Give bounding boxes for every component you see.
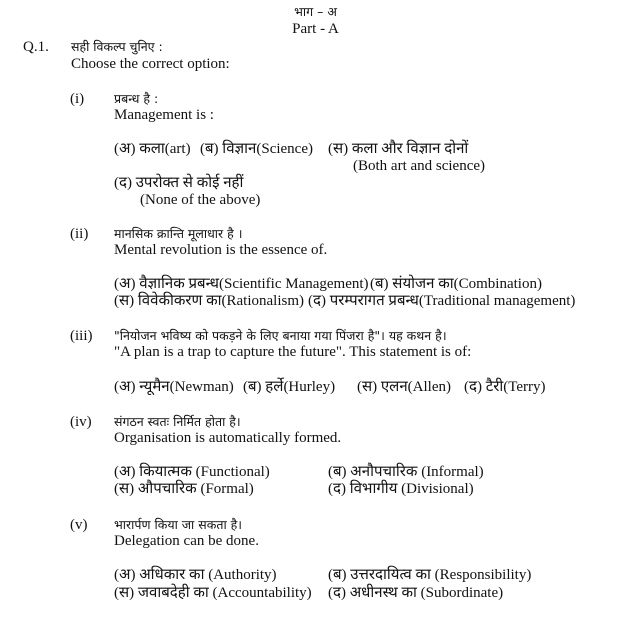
item-numeral: (i) [70,91,85,107]
option-text: (ब) विज्ञान(Science) [200,141,313,157]
option-text: (स) कला और विज्ञान दोनों [328,141,469,157]
option-a[interactable] [114,140,191,158]
option-c[interactable] [114,292,304,310]
option-text: (स) जवाबदेही का (Accountability) [114,585,312,601]
option-text: (ब) अनौपचारिक (Informal) [328,464,484,480]
item-text-english: Delegation can be done. [114,533,259,549]
option-a[interactable] [114,378,234,396]
option-text: (द) टैरी(Terry) [464,379,546,395]
item-text-english: Organisation is automatically formed. [114,430,342,446]
option-c-subtext: (Both art and science) [353,158,486,174]
option-b[interactable] [200,140,313,158]
option-text: (अ) वैज्ञानिक प्रबन्ध(Scientific Management) [114,276,369,292]
option-b[interactable] [328,463,484,481]
option-d[interactable] [308,292,575,310]
option-a[interactable] [114,566,277,584]
option-b[interactable] [370,275,542,293]
option-c[interactable] [114,584,312,602]
option-text: (स) औपचारिक (Formal) [114,481,254,497]
option-d[interactable] [464,378,546,396]
option-a[interactable] [114,275,369,293]
option-d-subtext: (None of the above) [140,192,261,208]
option-text: (द) अधीनस्थ का (Subordinate) [328,585,504,601]
question-number: Q.1. [23,39,49,55]
option-text: (स) विवेकीकरण का(Rationalism) [114,293,304,309]
option-a[interactable] [114,463,270,481]
item-text-hindi: "नियोजन भविष्य को पकड़ने के लिए बनाया गया पिंजरा है"। यह कथन है। [114,328,447,343]
option-d[interactable] [114,174,243,192]
option-text: (ब) संयोजन का(Combination) [370,276,542,292]
option-text: (अ) न्यूमैन(Newman) [114,379,234,395]
item-text-hindi: प्रबन्ध है : [114,91,159,106]
item-numeral: (ii) [70,226,89,242]
item-text-english: Mental revolution is the essence of. [114,242,328,258]
option-text: (ब) हर्ले(Hurley) [243,379,336,395]
option-text: (ब) उत्तरदायित्व का (Responsibility) [328,567,532,583]
question-instruction-hindi: सही विकल्प चुनिए : [71,39,163,54]
item-text-hindi: मानसिक क्रान्ति मूलाधार है । [114,226,243,241]
part-title-hindi: भाग – अ [294,4,337,19]
option-b[interactable] [243,378,335,396]
option-text: (द) विभागीय (Divisional) [328,481,474,497]
option-text: (द) परम्परागत प्रबन्ध(Traditional management) [308,293,576,309]
part-title-english: Part - A [292,21,339,37]
question-instruction-english: Choose the correct option: [71,56,230,72]
option-c[interactable] [114,480,254,498]
item-numeral: (iv) [70,414,92,430]
option-d[interactable] [328,584,503,602]
option-text: (अ) कियात्मक (Functional) [114,464,270,480]
item-text-hindi: भारार्पण किया जा सकता है। [114,517,243,532]
option-text: (अ) कला(art) [114,141,191,157]
option-d[interactable] [328,480,474,498]
item-numeral: (v) [70,517,88,533]
option-c[interactable] [328,140,468,158]
item-text-english: "A plan is a trap to capture the future". This statement is of: [114,344,472,360]
option-text: (अ) अधिकार का (Authority) [114,567,277,583]
option-c[interactable] [357,378,451,396]
option-b[interactable] [328,566,531,584]
option-text: (द) उपरोक्त से कोई नहीं [114,175,244,191]
item-text-hindi: संगठन स्वतः निर्मित होता है। [114,414,241,429]
option-text: (स) एलन(Allen) [357,379,451,395]
item-numeral: (iii) [70,328,93,344]
item-text-english: Management is : [114,107,214,123]
